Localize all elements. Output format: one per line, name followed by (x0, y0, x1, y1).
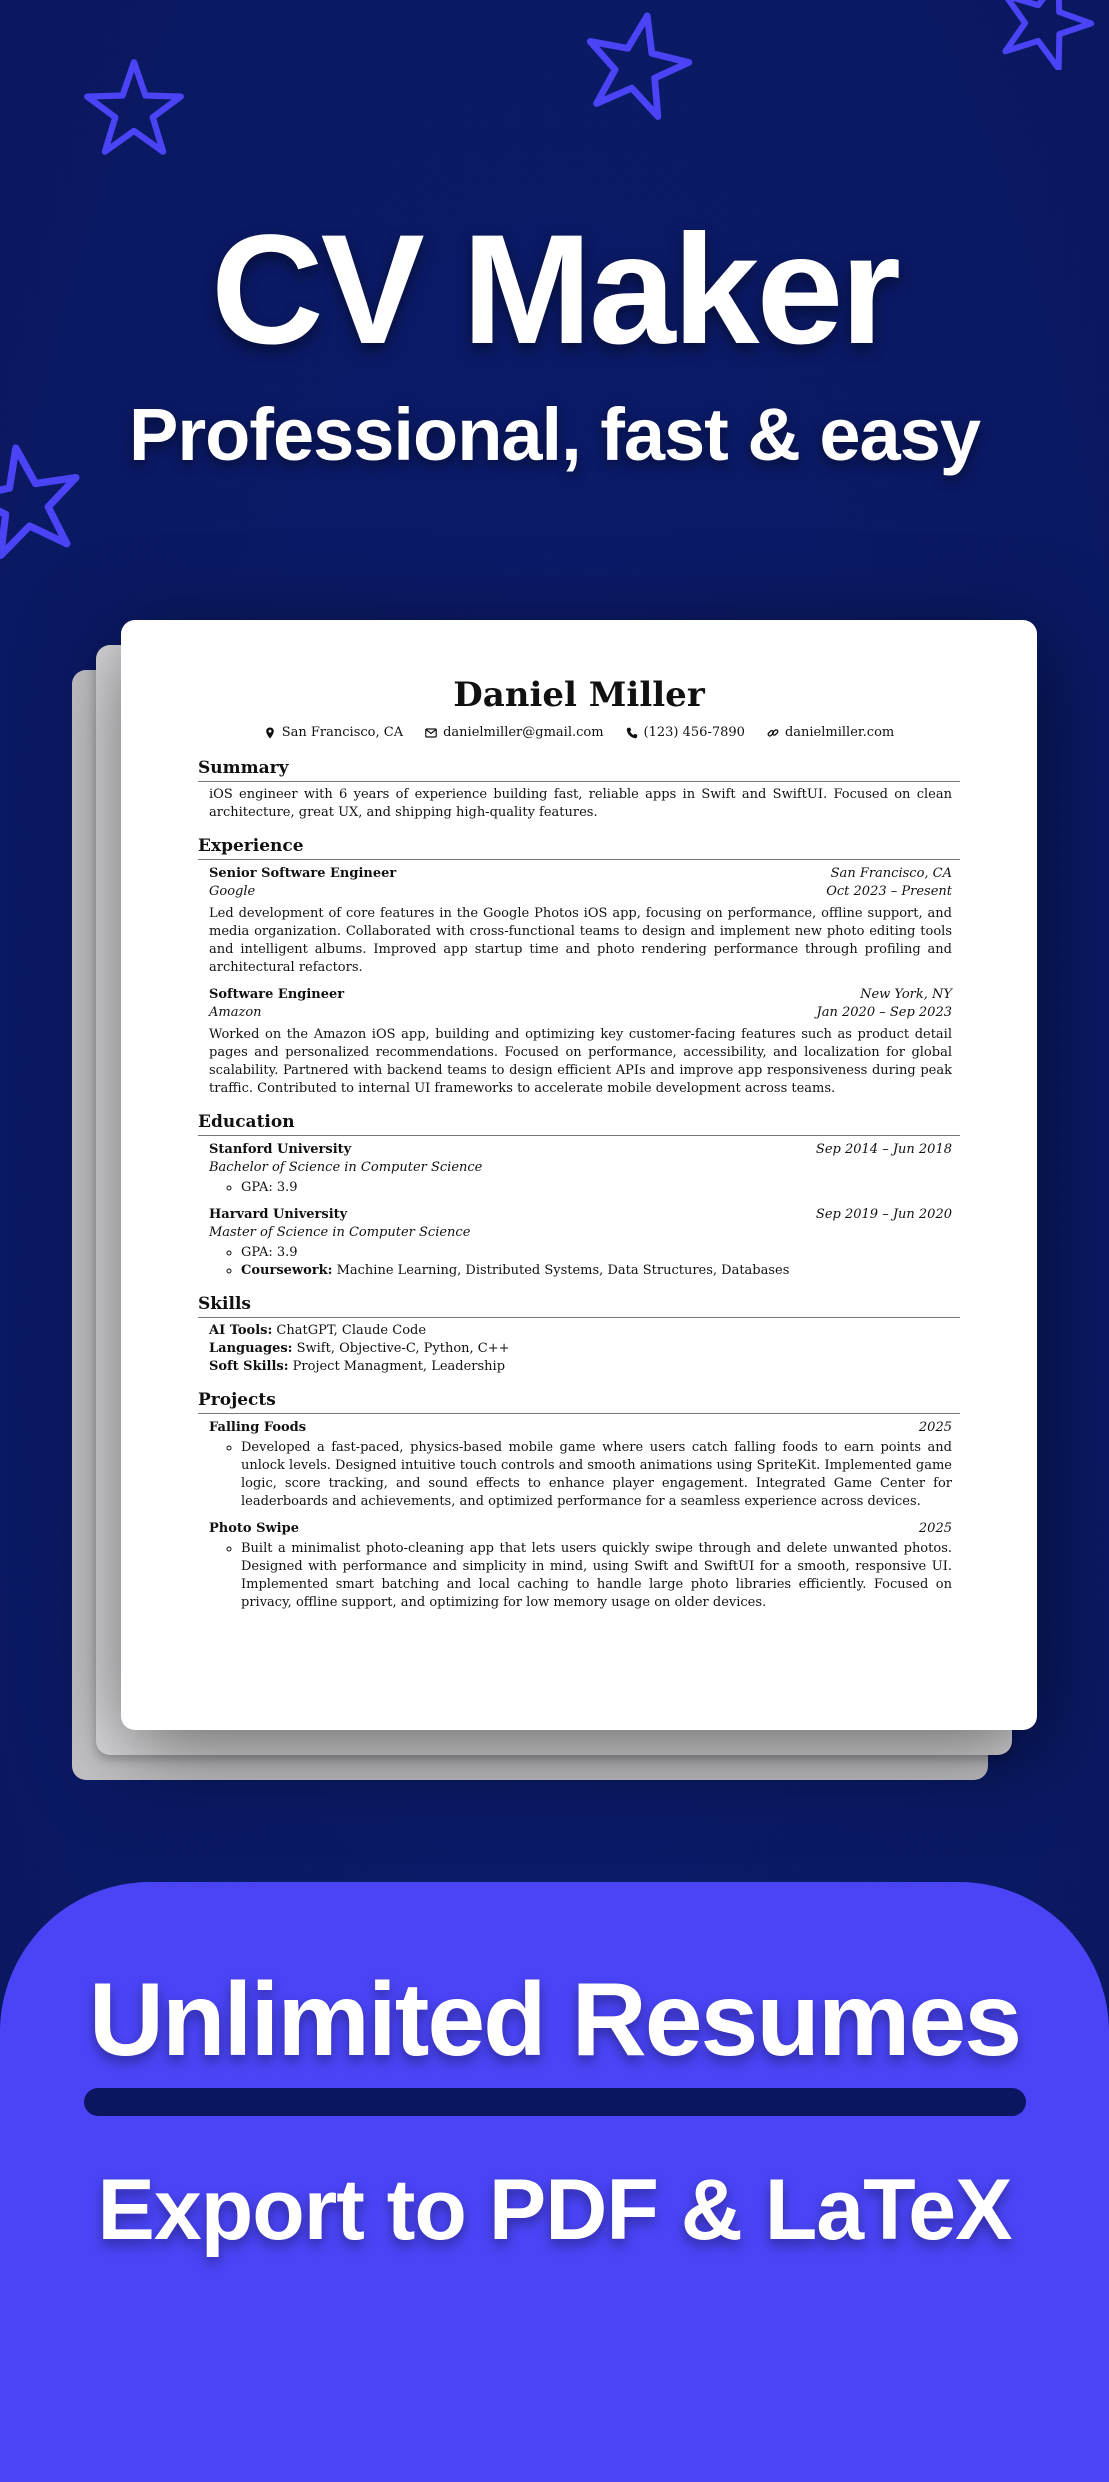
star-icon (78, 56, 190, 160)
hero-subtitle: Professional, fast & easy (128, 393, 981, 476)
project-year: 2025 (918, 1420, 952, 1435)
promo-subtitle: Export to PDF & LaTeX (97, 2162, 1012, 2258)
coursework-label: Coursework: (241, 1263, 333, 1278)
promo-title: Unlimited Resumes (88, 1962, 1021, 2078)
skill-label: Languages: (209, 1341, 293, 1356)
job-description: Led development of core features in the Google Photos iOS app, focusing on performance, offline support, and media organization. Collaborated with cross-functional teams to design and implement new photo editing tools and intelligent albums. Improved app startup time and photo rendering performance through profiling and architectural refactors. (209, 906, 952, 975)
resume-preview[interactable] (121, 620, 1037, 1730)
degree: Master of Science in Computer Science (209, 1225, 471, 1240)
project-year: 2025 (918, 1521, 952, 1536)
contact-text: danielmiller@gmail.com (443, 725, 604, 740)
contact-text: (123) 456-7890 (643, 725, 745, 740)
star-icon (980, 0, 1109, 70)
project-description: ◦ Developed a fast-paced, physics-based mobile game where users catch falling foods to earn points and unlock levels. Designed intuitive touch controls and smooth animations using SpriteKit. Implemented game logic, score tracking, and sound effects to enhance player engagement. Integrated Game Center for leaderboards and achievements, and optimized performance for a seamless experience across devices. (241, 1439, 952, 1511)
contact-phone (626, 725, 745, 740)
job-company: Amazon (209, 1005, 262, 1020)
resume-content (198, 620, 960, 1612)
skill-value: Project Managment, Leadership (292, 1359, 506, 1374)
school-dates: Sep 2019 – Jun 2020 (815, 1207, 952, 1222)
job-company: Google (209, 884, 256, 899)
project-name: Falling Foods (209, 1420, 307, 1435)
skill-row (209, 1358, 952, 1376)
job-role: Software Engineer (209, 987, 345, 1002)
underline-bar (84, 2088, 1026, 2116)
job-role: Senior Software Engineer (209, 866, 397, 881)
link-icon (767, 727, 779, 739)
school-name: Stanford University (209, 1142, 352, 1157)
hero-title: CV Maker (211, 203, 898, 377)
skill-row (209, 1340, 952, 1358)
contact-text: San Francisco, CA (281, 725, 404, 740)
section-title-education: Education (198, 1112, 960, 1136)
skill-value: ChatGPT, Claude Code (276, 1323, 427, 1338)
education-entry (209, 1141, 952, 1197)
contact-text: danielmiller.com (784, 725, 895, 740)
job-dates: Oct 2023 – Present (826, 884, 952, 899)
education-entry (209, 1206, 952, 1280)
skill-value: Swift, Objective-C, Python, C++ (296, 1341, 510, 1356)
section-title-projects: Projects (198, 1390, 960, 1414)
gpa: ◦ GPA: 3.9 (241, 1179, 952, 1197)
school-dates: Sep 2014 – Jun 2018 (815, 1142, 952, 1157)
skill-row (209, 1322, 952, 1340)
school-name: Harvard University (209, 1207, 348, 1222)
project-entry (209, 1419, 952, 1511)
experience-entry (209, 865, 952, 977)
location-pin-icon (264, 727, 276, 739)
section-title-summary: Summary (198, 758, 960, 782)
job-location: San Francisco, CA (830, 866, 952, 881)
phone-icon (626, 727, 638, 739)
summary-text: iOS engineer with 6 years of experience building fast, reliable apps in Swift and SwiftUI. Focused on clean architecture, great UX, and shipping high-quality features. (209, 787, 952, 820)
job-description: Worked on the Amazon iOS app, building and optimizing key customer-facing features such as product detail pages and personalized recommendations. Focused on performance, accessibility, and localization for global scalability. Partnered with backend teams to design efficient APIs and improve app responsiveness during peak traffic. Contributed to internal UI frameworks to accelerate mobile development across teams. (209, 1027, 952, 1096)
contact-email (425, 725, 603, 740)
degree: Bachelor of Science in Computer Science (209, 1160, 483, 1175)
contact-row (198, 725, 960, 740)
project-description: ◦ Built a minimalist photo-cleaning app that lets users quickly swipe through and delete unwanted photos. Designed with performance and simplicity in mind, using Swift and SwiftUI for a smooth, responsive UI. Implemented smart batching and local caching to handle large photo libraries efficiently. Focused on privacy, offline support, and optimizing for low memory usage on older devices. (241, 1540, 952, 1612)
resume-name: Daniel Miller (453, 675, 705, 715)
star-icon (570, 8, 704, 120)
job-dates: Jan 2020 – Sep 2023 (816, 1005, 952, 1020)
job-location: New York, NY (860, 987, 952, 1002)
section-title-skills: Skills (198, 1294, 960, 1318)
contact-location (264, 725, 403, 740)
coursework (241, 1262, 952, 1280)
skill-label: Soft Skills: (209, 1359, 289, 1374)
project-entry (209, 1520, 952, 1612)
coursework-value: Machine Learning, Distributed Systems, Data Structures, Databases (336, 1263, 790, 1278)
section-title-experience: Experience (198, 836, 960, 860)
contact-website (767, 725, 894, 740)
skill-label: AI Tools: (209, 1323, 273, 1338)
gpa: ◦ GPA: 3.9 (241, 1244, 952, 1262)
mail-icon (425, 727, 437, 739)
experience-entry (209, 986, 952, 1098)
project-name: Photo Swipe (209, 1521, 299, 1536)
